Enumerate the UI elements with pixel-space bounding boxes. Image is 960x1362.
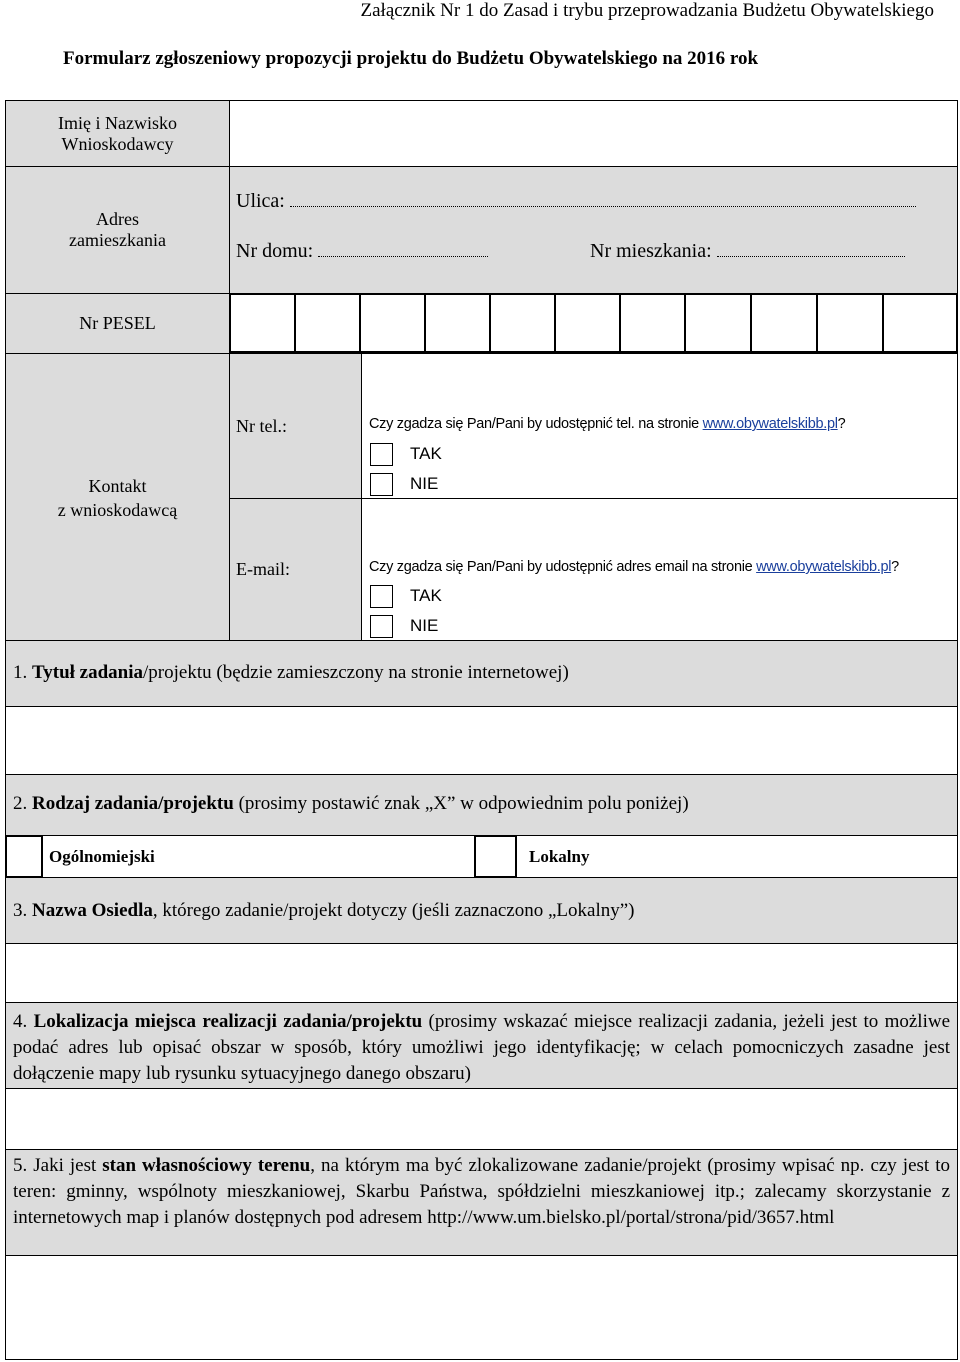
section-1-number: 1. [13, 662, 32, 683]
address-fields [229, 166, 958, 294]
pesel-label [5, 293, 230, 354]
local-label: Lokalny [529, 847, 590, 866]
house-number-field[interactable] [236, 240, 488, 263]
local-checkbox[interactable] [474, 835, 517, 878]
section-4-rest: (prosimy wskazać miejsce realizacji zadania, jeżeli jest to możliwe podać adres lub opisać obszar w sposób, który umożliwi jego identyfikację; w celach pomocniczych zasadne jest dołączenie mapy lub rysunku sytuacyjnego danego obszaru) [13, 1011, 951, 1084]
section-1-header [5, 640, 958, 707]
section-4-number: 4. [13, 1011, 34, 1032]
pesel-field[interactable] [229, 293, 958, 354]
phone-yes-checkbox[interactable] [370, 443, 393, 466]
phone-no-checkbox[interactable] [370, 473, 393, 496]
street-dots [290, 194, 916, 207]
pesel-digit-box[interactable] [882, 293, 958, 353]
pesel-digit-box[interactable] [424, 293, 491, 353]
section-2-rest: (prosimy postawić znak „X” w odpowiednim polu poniżej) [233, 793, 689, 814]
house-number-label: Nr domu: [236, 240, 314, 262]
phone-label: Nr tel.: [236, 416, 287, 436]
section-5-header [5, 1149, 958, 1256]
question-mark: ? [837, 416, 846, 432]
annex-note: Załącznik Nr 1 do Zasad i trybu przeprowadzania Budżetu Obywatelskiego [360, 0, 934, 21]
email-label: E-mail: [236, 559, 290, 579]
email-question-text: Czy zgadza się Pan/Pani by udostępnić adres email na stronie [369, 559, 757, 575]
pesel-digit-box[interactable] [229, 293, 296, 353]
section-3-number: 3. [13, 900, 32, 921]
email-no-label: NIE [410, 616, 439, 635]
phone-yes-label: TAK [410, 444, 442, 463]
house-number-dots [318, 244, 488, 257]
flat-number-label: Nr mieszkania: [590, 240, 712, 262]
street-field[interactable] [236, 190, 916, 213]
contact-label-line2: z wnioskodawcą [57, 500, 178, 520]
estate-name-field[interactable] [5, 943, 958, 1003]
applicant-name-field[interactable] [229, 100, 958, 167]
pesel-label-text: Nr PESEL [79, 313, 156, 333]
email-yes-label: TAK [410, 586, 442, 605]
section-2-header [5, 774, 958, 836]
pesel-digit-box[interactable] [684, 293, 752, 353]
pesel-digit-box[interactable] [619, 293, 686, 353]
section-3-bold: Nazwa Osiedla [32, 900, 153, 921]
section-3-header [5, 877, 958, 944]
applicant-name-text: Imię i Nazwisko Wnioskodawcy [58, 112, 177, 154]
email-yes-checkbox[interactable] [370, 585, 393, 608]
phone-consent-question [369, 416, 845, 432]
project-title-field[interactable] [5, 706, 958, 775]
site-link[interactable]: www.obywatelskibb.pl [702, 416, 838, 432]
pesel-digit-box[interactable] [750, 293, 818, 353]
section-2-bold: Rodzaj zadania/projektu [32, 793, 234, 814]
ownership-field[interactable] [5, 1255, 958, 1360]
question-mark: ? [891, 559, 899, 575]
pesel-digit-box[interactable] [489, 293, 556, 353]
pesel-digit-box[interactable] [816, 293, 884, 353]
form-title: Formularz zgłoszeniowy propozycji projektu do Budżetu Obywatelskiego na 2016 rok [63, 48, 759, 69]
address-label [5, 166, 230, 294]
pesel-digit-box[interactable] [359, 293, 426, 353]
contact-label-line1: Kontakt [88, 476, 147, 496]
phone-no-label: NIE [410, 474, 439, 493]
section-5-number: 5. Jaki jest [13, 1155, 103, 1176]
phone-question-text: Czy zgadza się Pan/Pani by udostępnić tel. na stronie [369, 416, 703, 432]
city-wide-label: Ogólnomiejski [49, 847, 155, 866]
email-no-checkbox[interactable] [370, 615, 393, 638]
flat-number-dots [717, 244, 905, 257]
section-4-bold: Lokalizacja miejsca realizacji zadania/projektu [33, 1011, 423, 1032]
address-label-text: Adres zamieszkania [69, 209, 166, 250]
flat-number-field[interactable] [590, 240, 905, 263]
section-2-number: 2. [13, 793, 32, 814]
section-5-bold: stan własnościowy terenu [102, 1155, 311, 1176]
section-5-rest: , na którym ma być zlokalizowane zadanie/projekt (prosimy wpisać np. czy jest to teren: gminny, wspólnoty mieszkaniowej, Skarbu Państwa, spółdzielni mieszkaniowej itp.; zalecamy skorzystanie z internetowych map i planów dostępnych pod adresem http://www.um.bielsko.pl/portal/strona/pid/3657.html [13, 1155, 950, 1228]
pesel-digit-box[interactable] [294, 293, 361, 353]
street-label: Ulica: [236, 190, 285, 212]
section-1-bold: Tytuł zadania [32, 662, 144, 683]
applicant-name-label [5, 100, 230, 167]
pesel-digit-box[interactable] [554, 293, 621, 353]
section-3-rest: , którego zadanie/projekt dotyczy (jeśli zaznaczono „Lokalny”) [152, 900, 635, 921]
location-field[interactable] [5, 1088, 958, 1150]
site-link[interactable]: www.obywatelskibb.pl [756, 559, 892, 575]
contact-label [5, 353, 230, 641]
section-4-header [5, 1002, 958, 1089]
email-consent-question [369, 559, 899, 575]
section-1-rest: /projektu (będzie zamieszczony na stronie internetowej) [143, 662, 569, 683]
city-wide-checkbox[interactable] [5, 835, 43, 878]
